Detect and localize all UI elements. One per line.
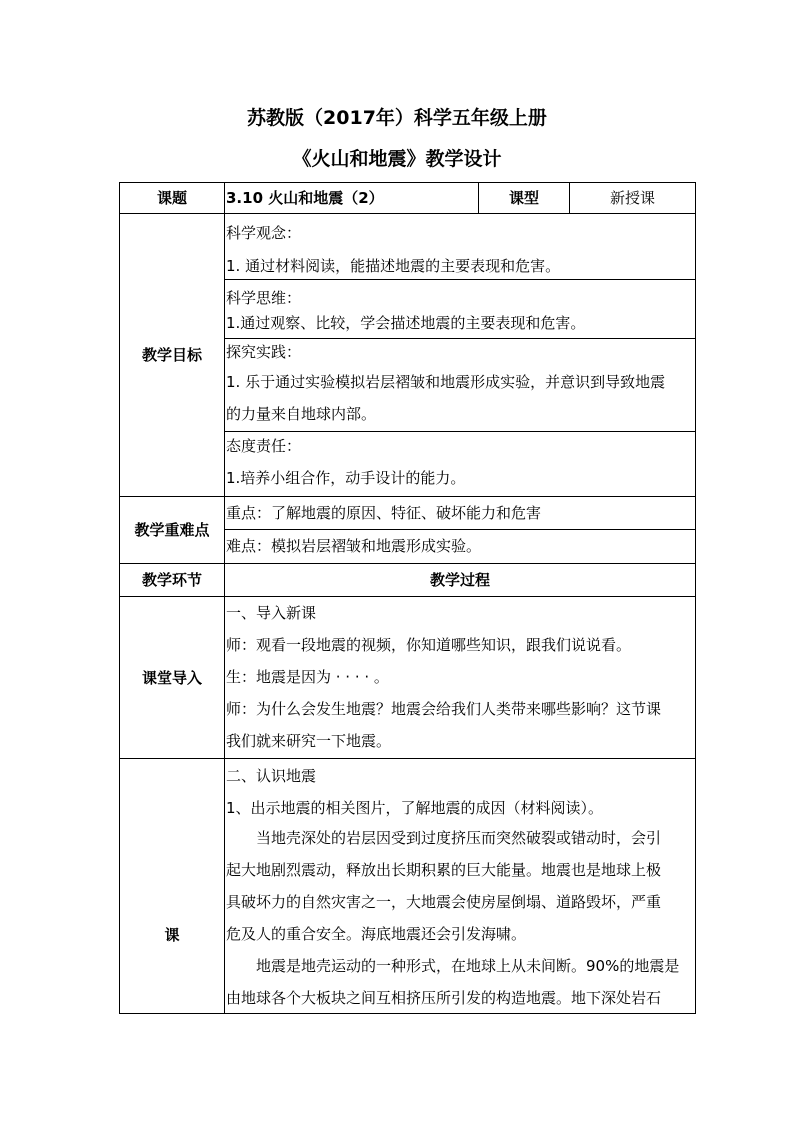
- science-thinking-title: 科学思维：: [226, 289, 302, 307]
- row-line: [119, 758, 696, 759]
- science-thinking-item: 1.通过观察、比较，学会描述地震的主要表现和危害。: [226, 314, 586, 332]
- lesson-line: 起大地剧烈震动，释放出长期积累的巨大能量。地震也是地球上极: [226, 861, 662, 879]
- sub-row-line: [224, 529, 696, 530]
- row-line: [119, 563, 696, 564]
- process-stage-header: 教学环节: [141, 571, 202, 589]
- inquiry-item-continued: 的力量来自地球内部。: [226, 405, 377, 423]
- science-concept-title: 科学观念：: [226, 224, 302, 242]
- sub-row-line: [224, 338, 696, 339]
- row-line: [119, 596, 696, 597]
- document-title-line2: 《火山和地震》教学设计: [292, 148, 502, 170]
- lesson-line: 1、出示地震的相关图片，了解地震的成因（材料阅读）。: [226, 799, 604, 817]
- lesson-line: 由地球各个大板块之间互相挤压所引发的构造地震。地下深处岩石: [226, 989, 662, 1007]
- objectives-label: 教学目标: [141, 346, 202, 364]
- attitude-title: 态度责任：: [226, 437, 302, 455]
- lesson-line: 二、认识地震: [226, 767, 317, 785]
- attitude-item: 1.培养小组合作，动手设计的能力。: [226, 469, 466, 487]
- lesson-line: 地震是地壳运动的一种形式，在地球上从未间断。90%的地震是: [256, 957, 680, 975]
- intro-line: 我们就来研究一下地震。: [226, 732, 392, 750]
- intro-line: 一、导入新课: [226, 604, 317, 622]
- table-border-right: [695, 182, 696, 1014]
- science-concept-item: 1. 通过材料阅读，能描述地震的主要表现和危害。: [226, 257, 561, 275]
- topic-value: 3.10 火山和地震（2）: [226, 189, 384, 207]
- inquiry-title: 探究实践：: [226, 343, 302, 361]
- column-divider: [224, 182, 225, 1014]
- intro-line: 师：观看一段地震的视频，你知道哪些知识，跟我们说说看。: [226, 636, 632, 654]
- row-line: [119, 496, 696, 497]
- lesson-line: 当地壳深处的岩层因受到过度挤压而突然破裂或错动时，会引: [256, 829, 662, 847]
- intro-line: 生：地震是因为 · · · · 。: [226, 668, 389, 686]
- intro-line: 师：为什么会发生地震？地震会给我们人类带来哪些影响？这节课: [226, 700, 662, 718]
- sub-row-line: [224, 431, 696, 432]
- table-border-top: [119, 182, 696, 183]
- table-border-bottom: [119, 1013, 696, 1014]
- topic-label: 课题: [156, 189, 187, 207]
- key-point: 重点：了解地震的原因、特征、破坏能力和危害: [226, 504, 542, 522]
- lesson-line: 具破坏力的自然灾害之一，大地震会使房屋倒塌、道路毁坏，严重: [226, 893, 662, 911]
- row-line: [119, 213, 696, 214]
- process-content-header: 教学过程: [429, 571, 490, 589]
- lesson-line: 危及人的重合安全。海底地震还会引发海啸。: [226, 925, 527, 943]
- type-value: 新授课: [609, 189, 655, 207]
- sub-row-line: [224, 279, 696, 280]
- lesson-label: 课: [164, 926, 180, 944]
- document-title-line1: 苏教版（2017年）科学五年级上册: [247, 107, 547, 129]
- type-label: 课型: [508, 189, 539, 207]
- key-points-label: 教学重难点: [134, 521, 210, 539]
- inquiry-item: 1. 乐于通过实验模拟岩层褶皱和地震形成实验，并意识到导致地震: [226, 373, 666, 391]
- table-border-left: [119, 182, 120, 1014]
- intro-label: 课堂导入: [141, 669, 202, 687]
- difficult-point: 难点：模拟岩层褶皱和地震形成实验。: [226, 537, 482, 555]
